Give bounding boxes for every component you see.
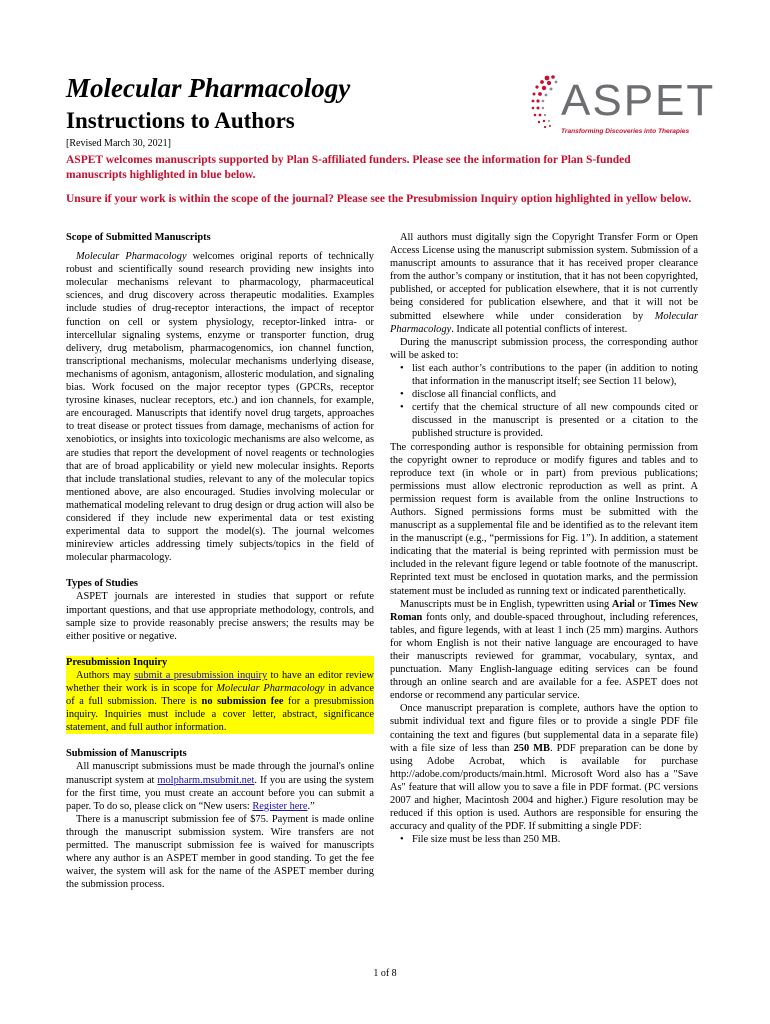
pdf-paragraph (390, 702, 698, 833)
presubmission-section (66, 656, 374, 735)
molpharm-submission-link[interactable]: molpharm.msubmit.net (157, 774, 255, 786)
aspet-wordmark: ASPET (561, 76, 716, 125)
presubmission-notice: Unsure if your work is within the scope of the journal? Please see the Presubmission Inquiry option highlighted in yellow below. (66, 193, 692, 205)
submission-text-2: . If you are using the system for the first time, you must create an account before you can submit a paper. To do so, please click on “New users: (66, 774, 374, 812)
copyright-text-2: . Indicate all potential conflicts of interest. (451, 323, 628, 335)
pdf-size-limit: 250 MB (513, 742, 550, 754)
list-item: • certify that the chemical structure of all new compounds cited or discussed in the manuscript is presented or a citation to the published structure is provided. (412, 401, 698, 440)
presub-text-2: to have an editor review whether their work is in scope for (66, 669, 375, 694)
aspet-logo (525, 68, 716, 140)
presubmission-heading: Presubmission Inquiry (66, 656, 168, 668)
right-column (390, 231, 698, 846)
submission-paragraph-1 (66, 760, 374, 812)
font-arial: Arial (611, 598, 635, 610)
types-paragraph: ASPET journals are interested in studies that support or refute important questions, and that use appropriate methodology, controls, and sample size to provide reasonably precise answers; the results may be either positive or negative. (66, 591, 374, 642)
corresponding-author-intro: During the manuscript submission process, the corresponding author will be asked to: (390, 336, 698, 361)
permissions-paragraph: The corresponding author is responsible for obtaining permission from the copyright owner to reproduce or modify figures and tables and to reproduce text (in whole or in part) from previous publications; permissions must allow electronic reproduction as well as print. A permission request form is available from the online Instructions to Authors. Signed permissions forms must be submitted with the manuscript as a supplemental file and be identified as to the relevant item in the manuscript (e.g., “permissions for Fig. 1”). In addition, a statement indicating that the material is being reprinted with permission must be included in the relevant figure legend or table footnote of the manuscript. Reprinted text must be enclosed in quotation marks, and the permission statement must be included as running text or indicated parenthetically. (390, 441, 698, 597)
left-column (66, 231, 374, 891)
journal-title: Molecular Pharmacology (66, 73, 351, 103)
font-times: Times New Roman (390, 598, 698, 623)
pdf-requirements-list (390, 833, 698, 846)
presub-text-3: in advance of a full submission. There is (66, 683, 374, 708)
pdf-text-2: . PDF preparation can be done by using Adobe Acrobat, which is available for purchase http://adobe.com/products/main.html. Microsoft Word also has a "Save As" feature that will allow you to save a file in PDF format. (PC versions 2007 and higher, Macintosh 2004 and higher.) Figure resolution may be reduced if this option is used. Authors are responsible for ensuring the accuracy and quality of the PDF. If submitting a single PDF: (390, 742, 699, 833)
pdf-text-1: Once manuscript preparation is complete, authors have the option to submit individual text and figure files or to provide a single PDF file containing the text and figures (but supplemental data in a separate file) with a file size of less than (390, 703, 698, 754)
submission-paragraph-2: There is a manuscript submission fee of $75. Payment is made online through the manuscript submission system. Wire transfers are not permitted. The manuscript submission fee is waived for manuscripts where any author is an ASPET member in good standing. To get the fee waiver, the system will ask for the name of the ASPET member during the submission process. (66, 813, 374, 891)
language-text-2: fonts only, and double-spaced throughout, including references, tables, and figure legends, with at least 1 inch (25 mm) margins. Authors for whom English is not their native language are encouraged to have their manuscripts reviewed for grammar, vocabulary, syntax, and punctuation. Many English-language editing services can be found through an online search and are available for a fee. ASPET does not endorse or recommend any particular service. (390, 611, 698, 702)
language-paragraph (390, 598, 698, 703)
aspet-logo-icon (525, 68, 565, 140)
scope-journal-name: Molecular Pharmacology (76, 251, 187, 263)
scope-heading: Scope of Submitted Manuscripts (66, 232, 211, 243)
revision-date: [Revised March 30, 2021] (66, 138, 171, 149)
list-item: • list each author’s contributions to the paper (in addition to noting that information in the manuscript itself; see Section 11 below), (412, 362, 698, 388)
submission-heading: Submission of Manuscripts (66, 748, 187, 760)
aspet-tagline: Transforming Discoveries into Therapies (561, 128, 690, 135)
register-here-link[interactable]: Register here (252, 800, 308, 812)
presub-text-1: Authors may (76, 669, 135, 681)
types-heading: Types of Studies (66, 578, 138, 590)
submission-text-1: All manuscript submissions must be made through the journal's online manuscript system at (66, 761, 374, 786)
presub-text-4: for a presubmission inquiry. Inquiries must include a cover letter, abstract, significance statement, and full author information. (66, 696, 374, 734)
document-title: Instructions to Authors (66, 108, 295, 133)
submission-text-3: .” (307, 800, 315, 812)
presub-no-fee: no submission fee (201, 696, 284, 708)
copyright-paragraph (390, 231, 698, 336)
presub-journal-name: Molecular Pharmacology (216, 683, 325, 694)
scope-paragraph (66, 250, 374, 564)
author-requirements-list (390, 362, 698, 441)
copyright-text-1: All authors must digitally sign the Copyright Transfer Form or Open Access License using the manuscript submission system. Submission of a manuscript amounts to assurance that it has received proper clearance from the author’s company or institution, that it has not been copyrighted, published, or accepted for publication elsewhere, that it is not currently being considered for publication elsewhere, and that it will not be submitted elsewhere while under consideration by (390, 232, 698, 322)
scope-body: welcomes original reports of technically robust and scientifically sound research providing new insights into molecular mechanisms relevant to pharmacology, pharmaceutical sciences, and drug discovery across therapeutic modalities. Examples include studies of drug-receptor interactions, the impact of receptor function on cell or system physiology, receptor-linked intra- or intercellular signaling systems, enzyme or transporter function, drug delivery, drug metabolism, pharmacogenomics, ion channel function, transcriptional mechanisms, molecular mechanisms underlying disease, mechanisms of agonism, antagonism, allosteric modulation, and signaling bias. Work focused on the major receptor types (GPCRs, receptor tyrosine kinases, nuclear receptors, etc.) and ion channels, for example, are encouraged. Manuscripts that identify novel drug targets, approaches to treat disease or protect tissues from damage, mechanisms of action for xenobiotics, or insights into toxicologic mechanisms are also welcome, as are studies that report the development of novel reagents or technologies that are of broad applicability or yield new molecular insights. Reports that include translational studies, relevant to any of the molecular topics mentioned above, are also encouraged. Studies involving molecular or mathematical modeling relevant to drug design or drug action will also be considered if they include new experimental data or test existing experimental data to support the model(s). The journal welcomes minireview articles addressing timely subjects/topics in the field of molecular pharmacology. (66, 251, 374, 564)
language-text-or: or (634, 598, 649, 610)
page-number: 1 of 8 (373, 968, 397, 979)
presubmission-paragraph (66, 669, 374, 734)
copyright-journal-name: Molecular Pharmacology (390, 310, 698, 335)
language-text-1: Manuscripts must be in English, typewritten using (400, 598, 612, 610)
plan-s-notice: ASPET welcomes manuscripts supported by Plan S-affiliated funders. Please see the information for Plan S-funded manuscripts highlighted in blue below. (66, 154, 631, 181)
list-item: • File size must be less than 250 MB. (412, 833, 698, 846)
presubmission-inquiry-link[interactable]: submit a presubmission inquiry (134, 669, 268, 681)
list-item: • disclose all financial conflicts, and (412, 388, 698, 401)
